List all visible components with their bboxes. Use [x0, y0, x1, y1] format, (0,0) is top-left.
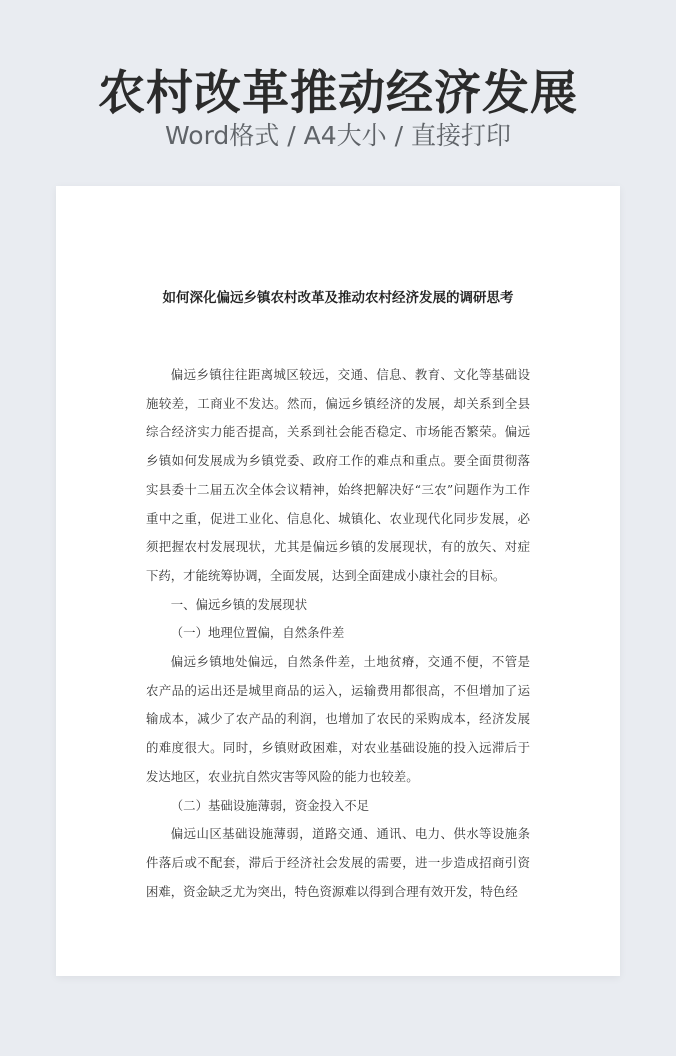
banner-subtitle: Word格式 / A4大小 / 直接打印	[165, 121, 511, 150]
paragraph-intro: 偏远乡镇往往距离城区较远，交通、信息、教育、文化等基础设施较差，工商业不发达。然而，偏远乡镇经济的发展，却关系到全县综合经济实力能否提高，关系到社会能否稳定、市场能否繁荣。偏远乡镇如何发展成为乡镇党委、政府工作的难点和重点。要全面贯彻落实县委十二届五次全体会议精神，始终把解决好“三农”问题作为工作重中之重，促进工业化、信息化、城镇化、农业现代化同步发展，必须把握农村发展现状，尤其是偏远乡镇的发展现状，有的放矢、对症下药，才能统筹协调，全面发展，达到全面建成小康社会的目标。	[146, 367, 530, 583]
section-heading-1: 一、偏远乡镇的发展现状	[170, 596, 308, 612]
document-page	[56, 186, 620, 976]
subsection-heading-2: （二）基础设施薄弱，资金投入不足	[170, 797, 370, 813]
paragraph-infrastructure: 偏远山区基础设施薄弱，道路交通、通讯、电力、供水等设施条件落后或不配套，滞后于经济社会发展的需要，进一步造成招商引资困难，资金缺乏尤为突出，特色资源难以得到合理有效开发，特色经	[146, 826, 530, 899]
banner-title: 农村改革推动经济发展	[98, 66, 578, 121]
subsection-heading-1: （一）地理位置偏，自然条件差	[170, 625, 345, 641]
document-body	[146, 361, 530, 906]
paragraph-geography: 偏远乡镇地处偏远，自然条件差，土地贫瘠，交通不便，不管是农产品的运出还是城里商品的运入，运输费用都很高，不但增加了运输成本，减少了农产品的利润，也增加了农民的采购成本，经济发展的难度很大。同时，乡镇财政困难，对农业基础设施的投入远滞后于发达地区，农业抗自然灾害等风险的能力也较差。	[146, 654, 530, 784]
document-title: 如何深化偏远乡镇农村改革及推动农村经济发展的调研思考	[162, 290, 514, 306]
